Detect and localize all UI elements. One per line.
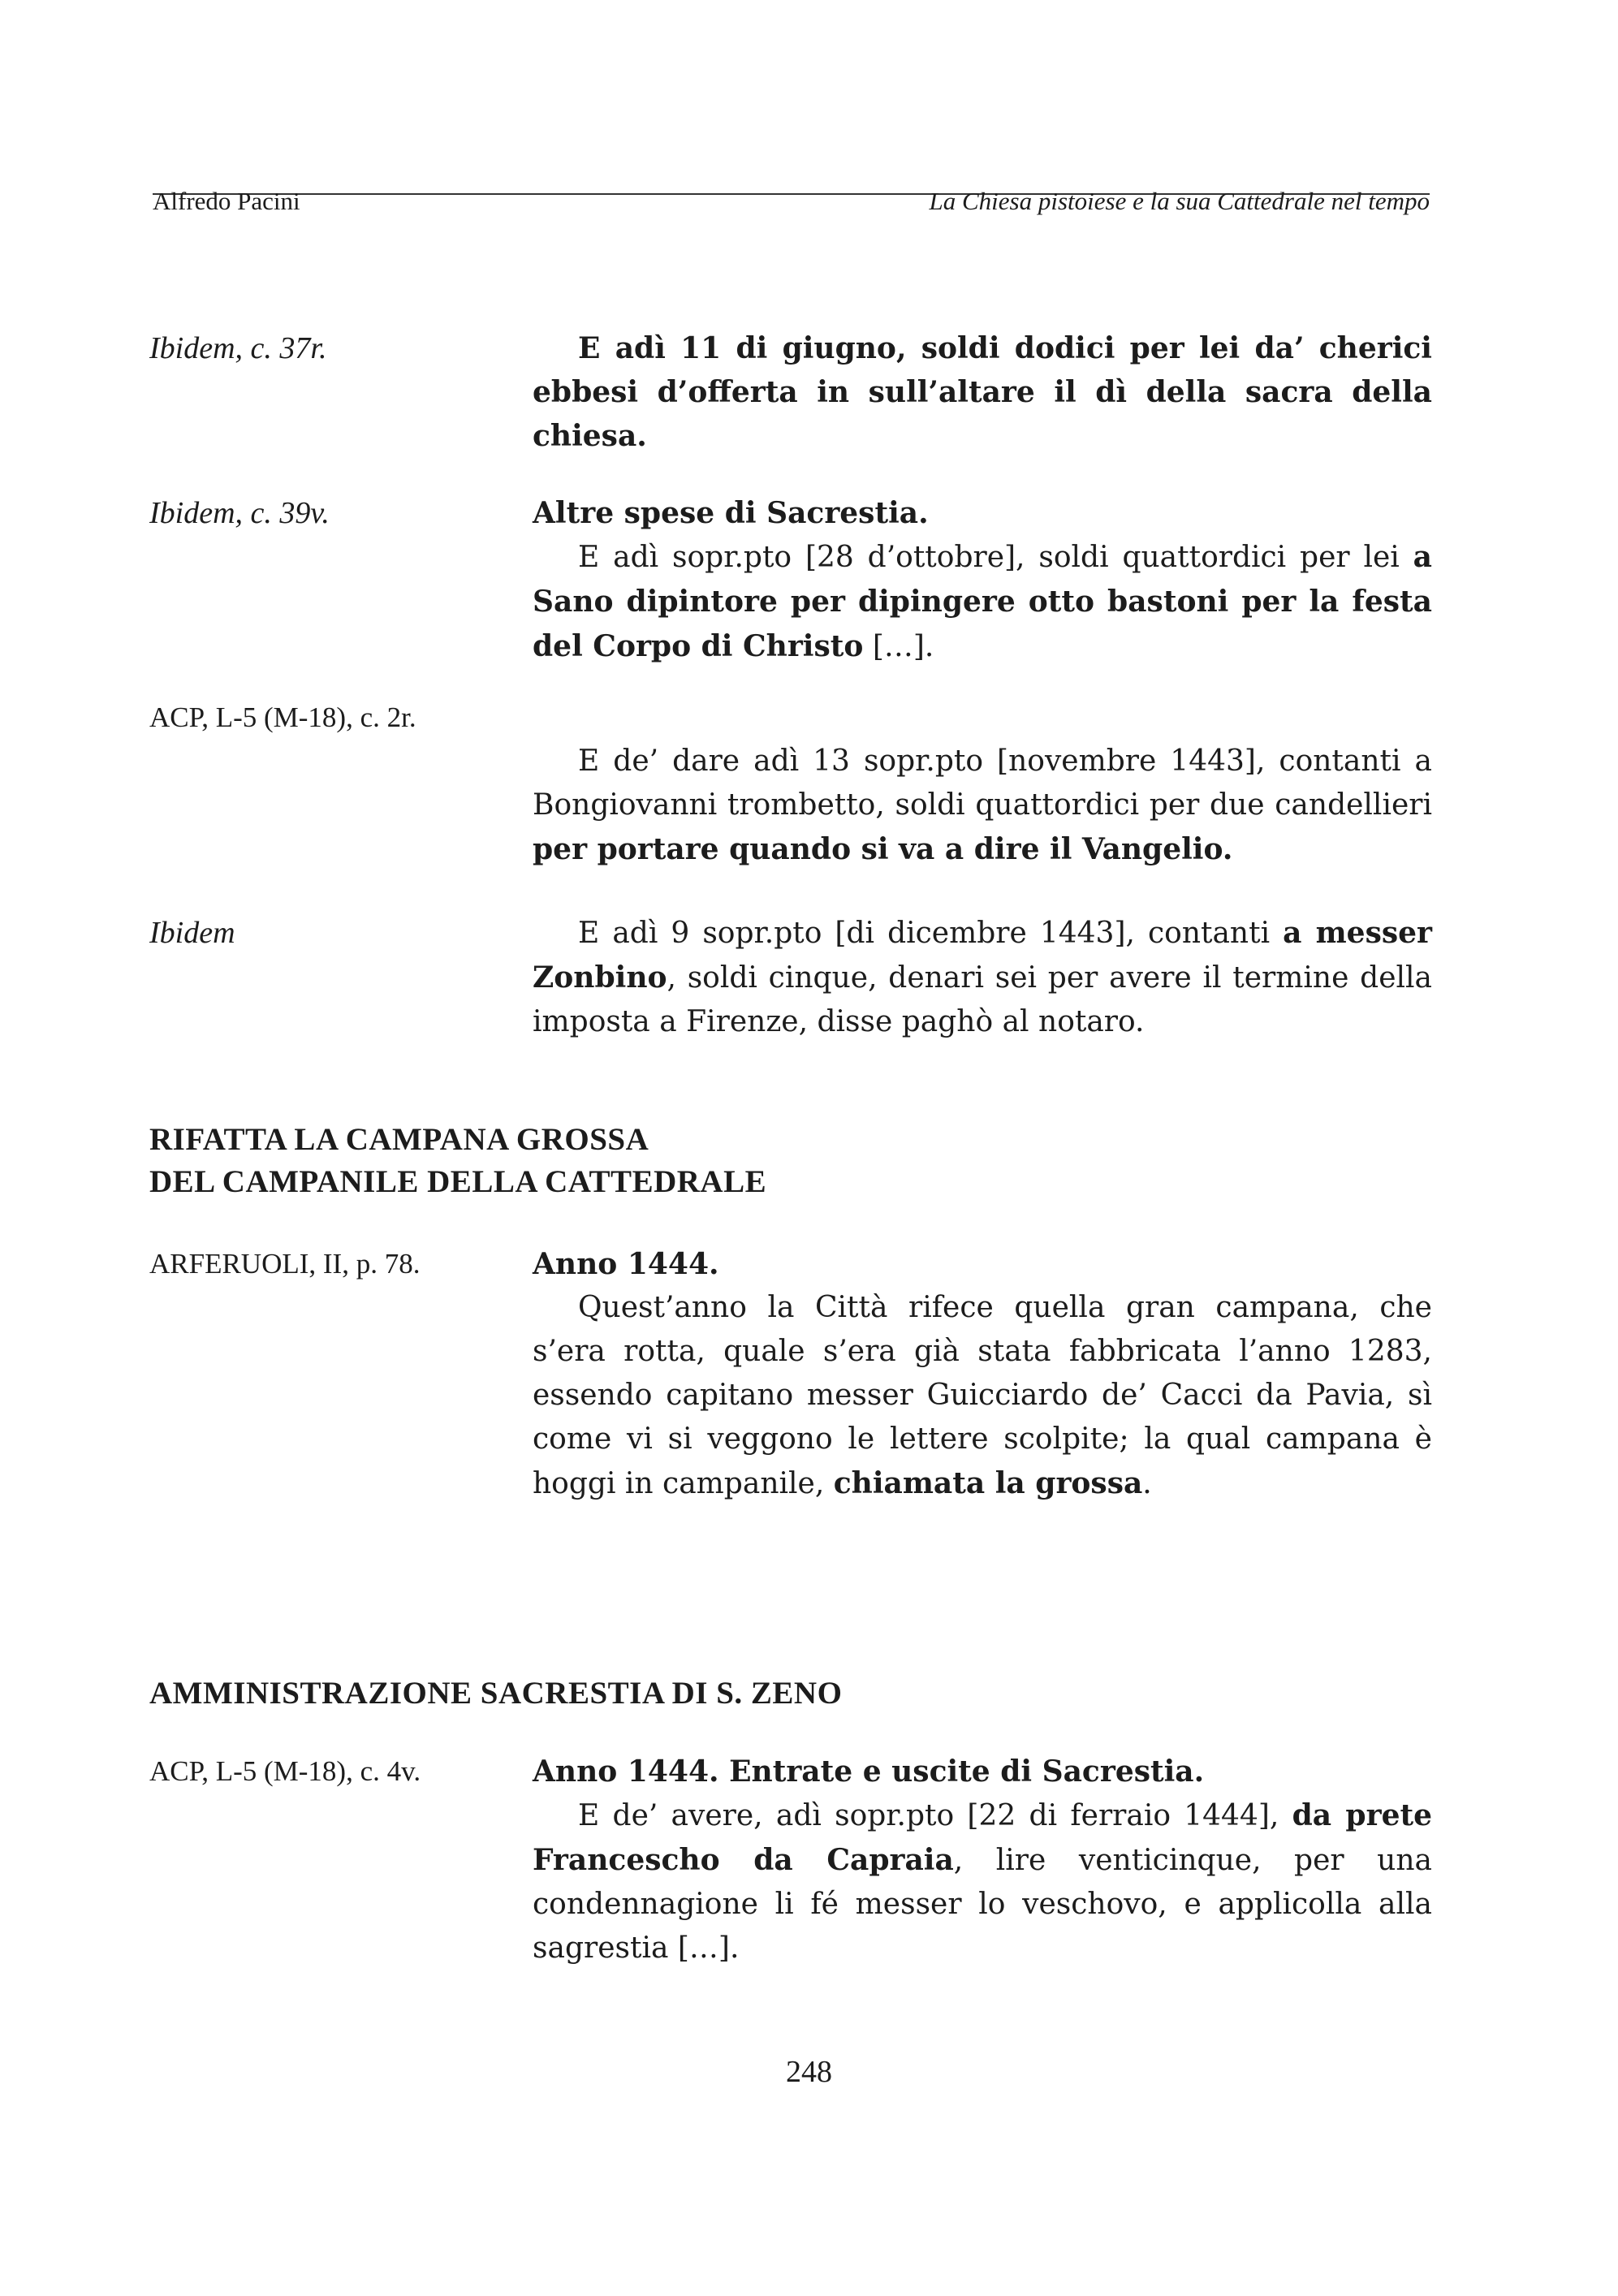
entry-body (533, 740, 1432, 872)
entry-source: Ibidem, c. 39v. (149, 496, 330, 530)
page-number: 248 (786, 2055, 832, 2089)
entry-heading: Altre spese di Sacrestia. (533, 496, 929, 530)
entry-paragraph: Quest’anno la Città rifece quella gran campana, che s’era rotta, quale s’era già stata fabbricata l’anno 1283, essendo capitano messer Guicciardo de’ Cacci da Pavia, sì come vi si veggono le lettere scolpite; la qual campana è hoggi in campanile, chiamata la grossa. (533, 1291, 1432, 1500)
entry-paragraph: E adì sopr.pto [28 d’ottobre], soldi quattordici per lei a Sano dipintore per dipingere otto bastoni per la festa del Corpo di Christo […]. (533, 540, 1432, 663)
entry-source: ARFERUOLI, II, p. 78. (149, 1248, 421, 1280)
entry-source: ACP, L-5 (M-18), c. 2r. (149, 701, 416, 733)
entry-paragraph: E adì 11 di giugno, soldi dodici per lei da’ cherici ebbesi d’offerta in sull’altare il dì della sacra della chiesa. (533, 331, 1432, 453)
header-author: Alfredo Pacini (153, 187, 300, 215)
entry-body (533, 1242, 1432, 1506)
running-header (153, 187, 1430, 215)
entry-paragraph: E de’ dare adì 13 sopr.pto [novembre 1443], contanti a Bongiovanni trombetto, soldi quattordici per due candellieri per portare quando si va a dire il Vangelio. (533, 744, 1432, 866)
entry-source: Ibidem (149, 916, 235, 950)
section-title-sacrestia: AMMINISTRAZIONE SACRESTIA DI S. ZENO (149, 1676, 843, 1711)
entry-body (533, 491, 1432, 669)
section-title-campana: RIFATTA LA CAMPANA GROSSA DEL CAMPANILE DELLA CATTEDRALE (149, 1122, 767, 1199)
entry-source: ACP, L-5 (M-18), c. 4v. (149, 1755, 421, 1787)
entry-body (533, 911, 1432, 1044)
entry-heading: Anno 1444. (533, 1247, 719, 1281)
entry-paragraph: E adì 9 sopr.pto [di dicembre 1443], contanti a messer Zonbino, soldi cinque, denari sei per avere il termine della imposta a Firenze, disse paghò al notaro. (533, 916, 1432, 1038)
entry-paragraph: E de’ avere, adì sopr.pto [22 di ferraio 1444], da prete Francescho da Capraia, lire venticinque, per una condennagione li fé messer lo veschovo, e applicolla alla sagrestia […]. (533, 1798, 1433, 1965)
entry-body (533, 1750, 1432, 1970)
entry-body (533, 326, 1432, 458)
entry-heading: Anno 1444. Entrate e uscite di Sacrestia. (533, 1754, 1205, 1789)
entry-source: Ibidem, c. 37r. (149, 331, 327, 365)
header-book-title: La Chiesa pistoiese e la sua Cattedrale nel tempo (929, 187, 1430, 215)
